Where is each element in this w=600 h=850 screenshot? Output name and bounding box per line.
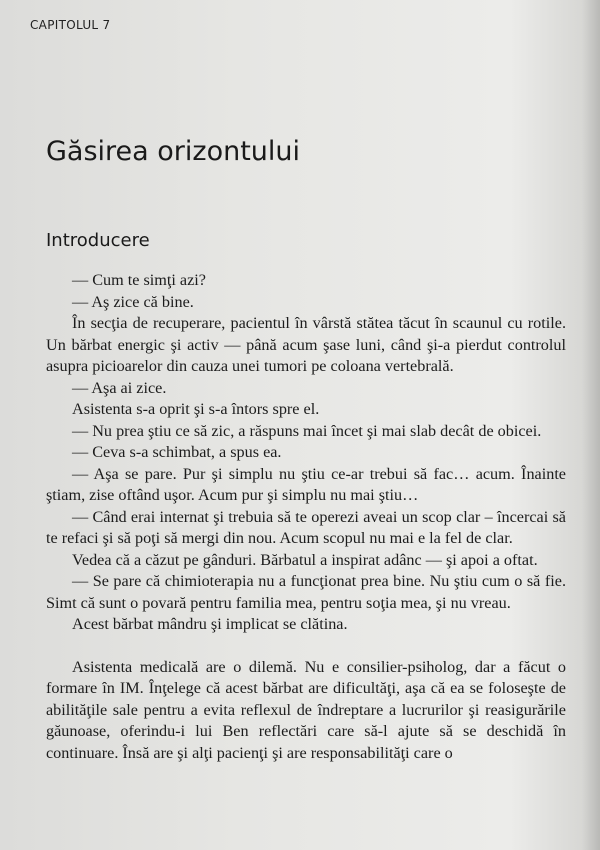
paragraph: În secţia de recuperare, pacientul în vârstă stătea tăcut în scaunul cu rotile. Un bărbat energic şi activ — până acum şase luni, când şi-a pierdut controlul asupra picioarelor din cauza unei tumori pe coloana vertebrală. bbox=[46, 314, 566, 375]
paragraph: Asistenta s-a oprit şi s-a întors spre el. bbox=[72, 400, 320, 418]
chapter-title: Găsirea orizontului bbox=[46, 136, 301, 167]
paragraph: — Ceva s-a schimbat, a spus ea. bbox=[72, 443, 282, 461]
paragraph: Vedea că a căzut pe gânduri. Bărbatul a inspirat adânc — şi apoi a oftat. bbox=[72, 550, 538, 569]
paragraph: — Se pare că chimioterapia nu a funcţionat prea bine. Nu ştiu cum o să fie. Simt că sunt o povară pentru familia mea, pentru soţia mea, şi nu vreau. bbox=[46, 572, 566, 612]
body-text bbox=[46, 270, 566, 764]
page-edge-shadow bbox=[582, 0, 600, 850]
paragraph: Asistenta medicală are o dilemă. Nu e consilier-psiholog, dar a făcut o formare în IM. Înţelege că acest bărbat are dificultăţi, aşa că ea se foloseşte de abilităţile sale pentru a evita reflexul de îndreptare a lucrurilor şi reasigurările găunoase, oferindu-i lui Ben reflectări care să-l ajute să se deschidă în continuare. Însă are şi alţi pacienţi şi are responsabilităţi care o bbox=[46, 657, 566, 762]
paragraph: — Nu prea ştiu ce să zic, a răspuns mai încet şi mai slab decât de obicei. bbox=[72, 421, 542, 440]
section-title: Introducere bbox=[46, 230, 150, 251]
paragraph: Acest bărbat mândru şi implicat se clătina. bbox=[72, 615, 348, 633]
paragraph: — Cum te simţi azi? bbox=[72, 271, 206, 289]
paragraph: — Aşa se pare. Pur şi simplu nu ştiu ce-ar trebui să fac… acum. Înainte ştiam, zise oftând uşor. Acum pur şi simplu nu mai ştiu… bbox=[46, 464, 566, 504]
paragraph: — Aşa ai zice. bbox=[72, 378, 167, 397]
paragraph: — Când erai internat şi trebuia să te operezi aveai un scop clar – încercai să te refaci şi să poţi să mergi din nou. Acum scopul nu mai e la fel de clar. bbox=[46, 507, 566, 547]
running-head: CAPITOLUL 7 bbox=[30, 18, 111, 32]
paragraph: — Aş zice că bine. bbox=[72, 292, 194, 311]
